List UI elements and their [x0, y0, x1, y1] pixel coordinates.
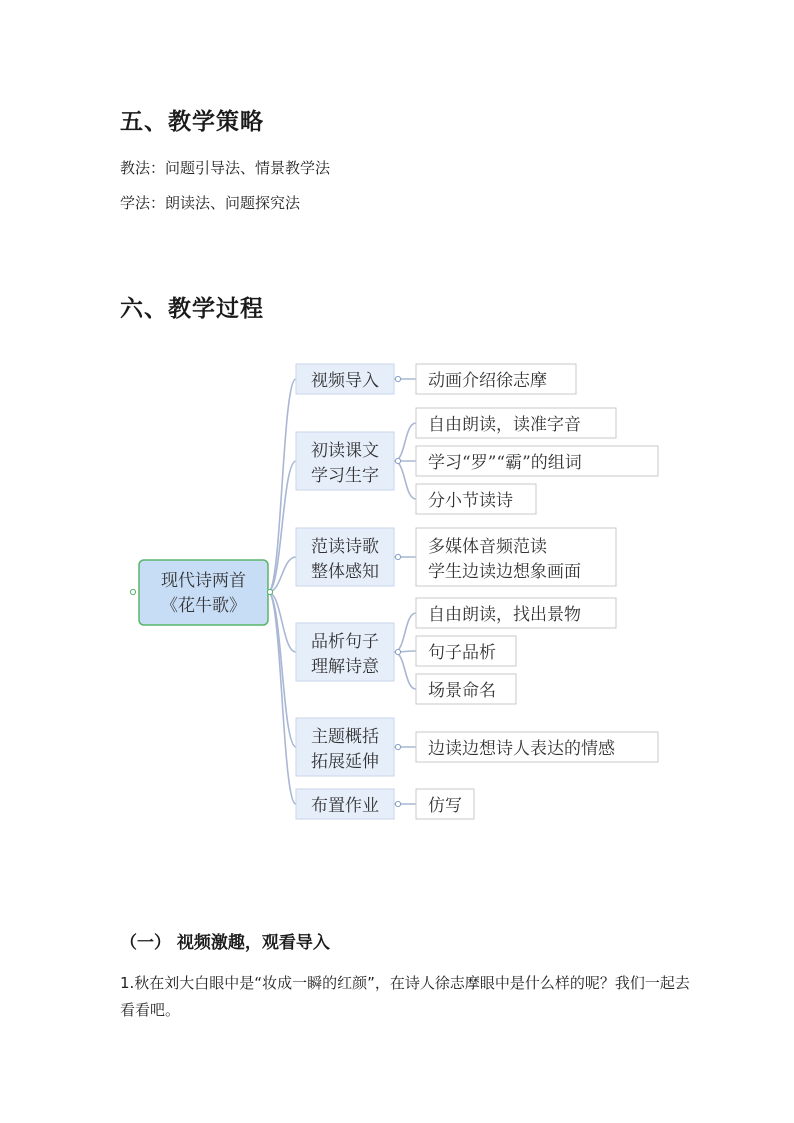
branch-label: 理解诗意: [311, 657, 379, 677]
section-title-strategy: 五、教学策略: [120, 109, 264, 135]
root-line-2: 《花牛歌》: [161, 596, 246, 616]
root-line-1: 现代诗两首: [161, 571, 246, 591]
leaf-connector: [394, 461, 416, 499]
branch-label: 学习生字: [311, 466, 379, 486]
root-connector: [268, 592, 296, 747]
leaf-label: 动画介绍徐志摩: [428, 371, 547, 391]
mind-map-root: [130, 560, 272, 625]
collapse-left-icon[interactable]: [130, 589, 135, 594]
learning-method: 学法：朗读法、问题探究法: [120, 194, 301, 212]
collapse-toggle-icon[interactable]: [395, 801, 400, 806]
branch-analyze-sentences[interactable]: [296, 623, 394, 681]
branch-label: 视频导入: [311, 371, 379, 391]
leaf-connector: [394, 423, 416, 461]
leaf-item[interactable]: [416, 674, 516, 704]
branch-video-intro[interactable]: [296, 364, 394, 394]
leaf-label: 句子品析: [428, 643, 496, 663]
leaf-label: 自由朗读，找出景物: [428, 605, 581, 625]
leaf-item[interactable]: [416, 408, 616, 438]
leaf-label: 场景命名: [428, 681, 496, 701]
subsection-title: （一） 视频激趣，观看导入: [120, 933, 330, 953]
branch-label: 整体感知: [311, 562, 379, 582]
teaching-method: 教法：问题引导法、情景教学法: [120, 159, 331, 177]
collapse-toggle-icon[interactable]: [395, 554, 400, 559]
leaf-connector: [394, 613, 416, 652]
collapse-right-icon[interactable]: [267, 589, 272, 594]
branch-first-reading[interactable]: [296, 432, 394, 490]
leaf-label: 多媒体音频范读: [428, 537, 547, 557]
branch-model-reading[interactable]: [296, 528, 394, 586]
leaf-item[interactable]: [416, 484, 536, 514]
body-paragraph: 1.秋在刘大白眼中是“妆成一瞬的红颜”，在诗人徐志摩眼中是什么样的呢？我们一起去看看吧。: [120, 974, 690, 1019]
leaf-item[interactable]: [416, 636, 516, 666]
branch-label: 布置作业: [311, 796, 379, 816]
collapse-toggle-icon[interactable]: [395, 458, 400, 463]
leaf-item[interactable]: [416, 528, 616, 586]
branch-label: 拓展延伸: [311, 752, 379, 772]
branch-label: 范读诗歌: [311, 537, 379, 557]
leaf-label: 仿写: [428, 796, 462, 816]
leaf-item[interactable]: [416, 732, 658, 762]
collapse-toggle-icon[interactable]: [395, 649, 400, 654]
collapse-toggle-icon[interactable]: [395, 376, 400, 381]
leaf-item[interactable]: [416, 446, 658, 476]
branch-homework[interactable]: [296, 789, 394, 819]
leaf-label: 分小节读诗: [428, 491, 513, 511]
leaf-label: 学习“罗”“霸”的组词: [428, 453, 582, 473]
leaf-item[interactable]: [416, 364, 576, 394]
collapse-toggle-icon[interactable]: [395, 744, 400, 749]
leaf-item[interactable]: [416, 598, 616, 628]
leaf-label: 边读边想诗人表达的情感: [428, 739, 615, 759]
leaf-label: 学生边读边想象画面: [428, 562, 581, 582]
section-title-process: 六、教学过程: [120, 296, 264, 322]
branch-theme-summary[interactable]: [296, 718, 394, 776]
leaf-connector: [394, 652, 416, 689]
leaf-item[interactable]: [416, 789, 474, 819]
branch-label: 初读课文: [311, 441, 379, 461]
leaf-label: 自由朗读，读准字音: [428, 415, 581, 435]
root-connector: [268, 379, 296, 592]
branch-label: 品析句子: [311, 632, 379, 652]
branch-label: 主题概括: [311, 727, 379, 747]
